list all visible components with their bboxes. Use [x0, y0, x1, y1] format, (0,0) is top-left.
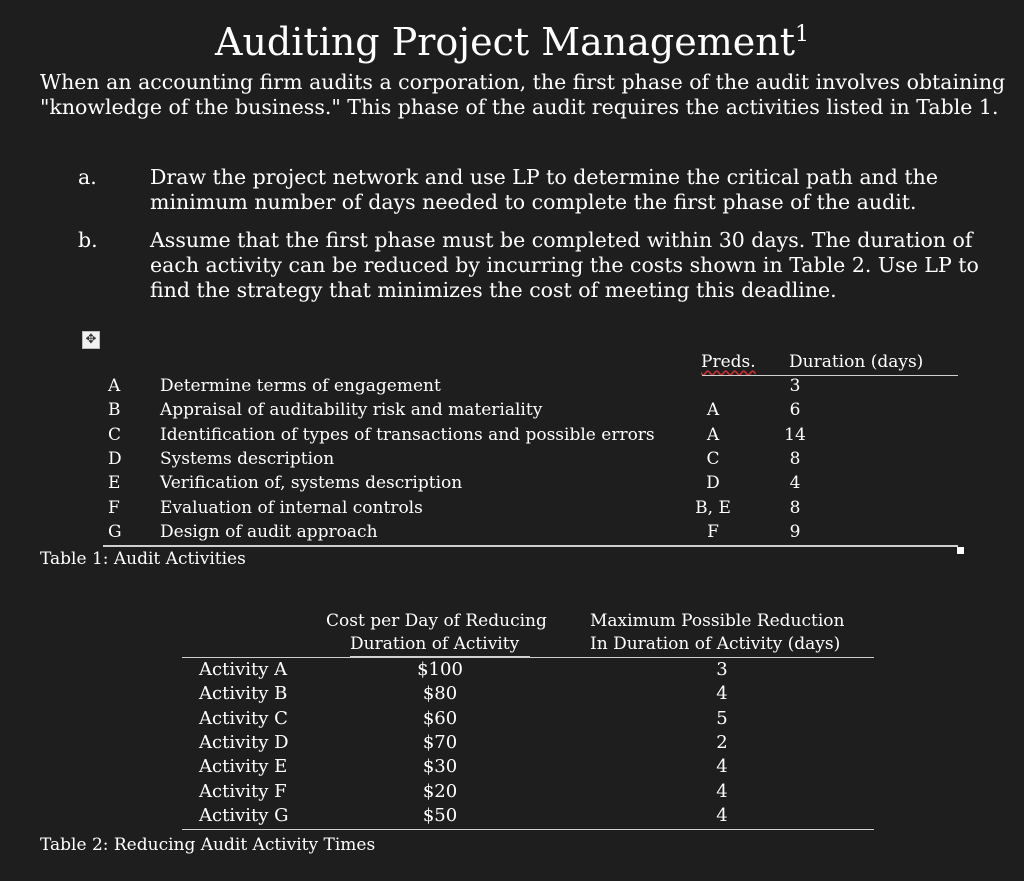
table1-cell-description: Identification of types of transactions and possible errors	[160, 424, 655, 445]
table2-cell-max-reduction: 4	[716, 780, 728, 802]
table2-cell-activity: Activity E	[199, 756, 288, 778]
table1-cell-preds: B, E	[695, 497, 731, 518]
table1-cell-description: Appraisal of auditability risk and materiality	[160, 400, 543, 421]
table2-cell-cost: $70	[422, 731, 458, 753]
table1-caption: Table 1: Audit Activities	[40, 549, 246, 569]
table2-header-max-line1: Maximum Possible Reduction	[590, 611, 845, 631]
table1-cell-description: Verification of, systems description	[160, 473, 463, 494]
table1-header-duration: Duration (days)	[789, 352, 924, 372]
question-b-label: b.	[78, 228, 98, 252]
table2-header-cost-line2: Duration of Activity	[350, 634, 520, 654]
table2-cell-max-reduction: 3	[716, 659, 728, 680]
table2-cell-cost: $100	[417, 659, 463, 680]
table2-cell-max-reduction: 4	[716, 756, 728, 778]
table2-caption: Table 2: Reducing Audit Activity Times	[40, 835, 376, 855]
table1-header-preds: Preds.	[701, 352, 756, 372]
table1-cell-duration: 9	[789, 521, 801, 542]
table1-cell-id: G	[108, 521, 122, 542]
table2-header-max-line2: In Duration of Activity (days)	[590, 634, 841, 654]
table1-cell-duration: 4	[789, 473, 801, 494]
table2-cell-max-reduction: 2	[716, 731, 728, 753]
table2-bottom-rule	[182, 829, 874, 830]
table1-cell-description: Systems description	[160, 448, 335, 469]
table2-cell-max-reduction: 4	[716, 804, 728, 826]
table1-cell-duration: 8	[789, 448, 801, 469]
title-footnote-mark: 1	[794, 22, 809, 47]
table2-cell-cost: $30	[422, 756, 458, 778]
table1-cell-id: A	[108, 376, 121, 396]
table2-cell-activity: Activity F	[199, 780, 287, 802]
table1-cell-duration: 3	[789, 376, 801, 396]
table1-cell-duration: 14	[784, 424, 806, 445]
intro-paragraph: When an accounting firm audits a corporation, the first phase of the audit involves obtaining "knowledge of the business." This phase of the audit requires the activities listed in Table 1.	[40, 70, 1006, 119]
table1-cell-description: Evaluation of internal controls	[160, 497, 423, 518]
table1-cell-preds: F	[707, 521, 719, 542]
table2-cell-max-reduction: 4	[716, 683, 728, 705]
table2-cell-cost: $50	[422, 804, 458, 826]
question-a-text: Draw the project network and use LP to determine the critical path and the minimum number of days needed to complete the first phase of the audit.	[150, 165, 938, 214]
table1-cell-id: D	[108, 448, 122, 469]
table1-cell-id: F	[108, 497, 120, 518]
table1-cell-preds: A	[706, 400, 720, 421]
table1-cell-preds: C	[706, 448, 720, 469]
table-resize-handle[interactable]	[957, 547, 964, 554]
table1-cell-duration: 8	[789, 497, 801, 518]
table1-cell-preds: A	[706, 424, 720, 445]
table2-cell-cost: $80	[422, 683, 458, 705]
table1-cell-preds: D	[706, 473, 720, 494]
page-title	[0, 10, 1024, 67]
table1-header-rule	[702, 375, 958, 376]
title-text: Auditing Project Management	[215, 20, 795, 64]
table-move-handle-icon[interactable]: ✥	[82, 331, 100, 349]
table2-cell-activity: Activity B	[199, 683, 288, 705]
table2-cell-cost: $20	[422, 780, 458, 802]
table1-cell-description: Design of audit approach	[160, 521, 378, 542]
table2-cell-activity: Activity G	[199, 804, 289, 826]
table1-cell-id: B	[108, 400, 121, 421]
table2-cell-max-reduction: 5	[716, 707, 728, 729]
table2-header-cost-line1: Cost per Day of Reducing	[326, 611, 547, 631]
table1-cell-description: Determine terms of engagement	[160, 376, 441, 396]
question-b-text: Assume that the first phase must be completed within 30 days. The duration of each activity can be reduced by incurring the costs shown in Table 2. Use LP to find the strategy that minimizes the cost of meeting this deadline.	[150, 228, 979, 302]
table1-cell-id: C	[108, 424, 122, 445]
table2-cell-activity: Activity A	[199, 659, 288, 680]
table2-cell-activity: Activity C	[199, 707, 288, 729]
table1-cell-duration: 6	[789, 400, 801, 421]
table1-cell-id: E	[108, 473, 121, 494]
table2-cell-activity: Activity D	[199, 731, 289, 753]
question-a-label: a.	[78, 165, 97, 189]
table2-cell-cost: $60	[422, 707, 458, 729]
